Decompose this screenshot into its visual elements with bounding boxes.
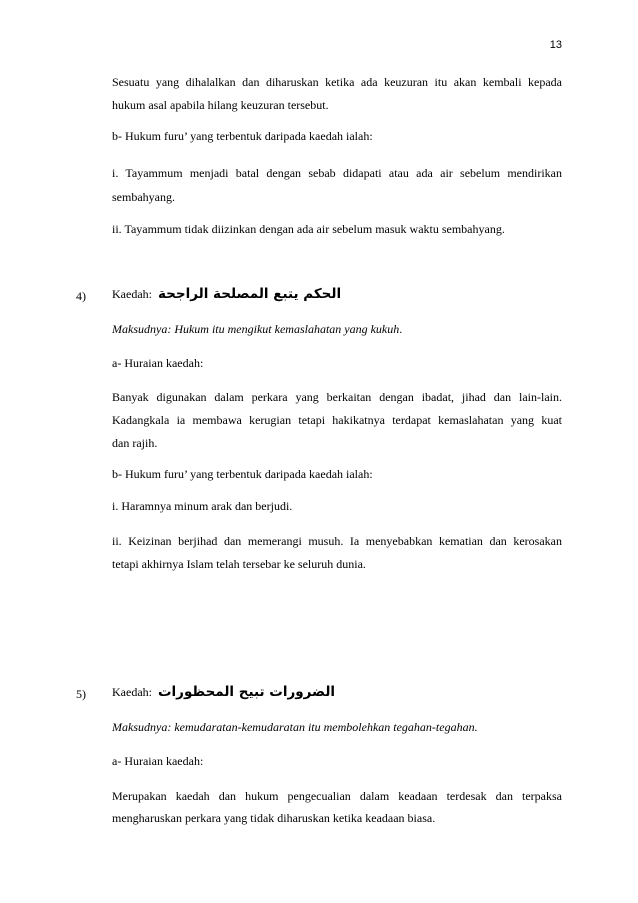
subheading-huraian: a- Huraian kaedah: [112, 356, 204, 370]
kaedah-row [112, 287, 341, 302]
arabic-maxim: الحكم يتبع المصلحة الراجحة [157, 286, 342, 302]
paragraph-line: dan rajih. [112, 436, 158, 450]
kaedah-label: Kaedah: [112, 685, 152, 699]
paragraph-line: Merupakan kaedah dan hukum pengecualian dalam keadaan terdesak dan terpaksa [112, 789, 562, 803]
kaedah-label: Kaedah: [112, 287, 152, 301]
list-item-continued: tetapi akhirnya Islam telah tersebar ke seluruh dunia. [112, 557, 366, 571]
list-item: i. Tayammum menjadi batal dengan sebab didapati atau ada air sebelum mendirikan [112, 166, 562, 180]
maksudnya-line: Maksudnya: kemudaratan-kemudaratan itu membolehkan tegahan-tegahan. [112, 720, 478, 734]
paragraph-line: mengharuskan perkara yang tidak diharuskan ketika keadaan biasa. [112, 811, 436, 825]
paragraph-line: Sesuatu yang dihalalkan dan diharuskan ketika ada keuzuran itu akan kembali kepada [112, 75, 562, 89]
paragraph-line: Banyak digunakan dalam perkara yang berkaitan dengan ibadat, jihad dan lain-lain. [112, 390, 562, 404]
section-number: 5) [76, 687, 86, 701]
subheading-huraian: a- Huraian kaedah: [112, 754, 204, 768]
list-item: i. Haramnya minum arak dan berjudi. [112, 499, 293, 513]
list-item: ii. Keizinan berjihad dan memerangi musuh. Ia menyebabkan kematian dan kerosakan [112, 534, 562, 548]
subheading-hukum-furu: b- Hukum furu’ yang terbentuk daripada kaedah ialah: [112, 129, 373, 143]
maksudnya-line [112, 322, 402, 337]
maksudnya-text: Maksudnya: Hukum itu mengikut kemaslahatan yang kukuh [112, 322, 400, 336]
paragraph-line: Kadangkala ia membawa kerugian tetapi hakikatnya terdapat kemaslahatan yang kuat [112, 413, 562, 427]
subheading-hukum-furu: b- Hukum furu’ yang terbentuk daripada kaedah ialah: [112, 467, 373, 481]
section-number: 4) [76, 289, 86, 303]
list-item-continued: sembahyang. [112, 190, 175, 204]
arabic-maxim: الضرورات تبيح المحظورات [157, 684, 336, 700]
list-item: ii. Tayammum tidak diizinkan dengan ada air sebelum masuk waktu sembahyang. [112, 222, 505, 236]
paragraph-line: hukum asal apabila hilang keuzuran tersebut. [112, 98, 329, 112]
maksudnya-period: . [399, 322, 403, 336]
page-number: 13 [549, 39, 562, 51]
kaedah-row [112, 685, 335, 700]
